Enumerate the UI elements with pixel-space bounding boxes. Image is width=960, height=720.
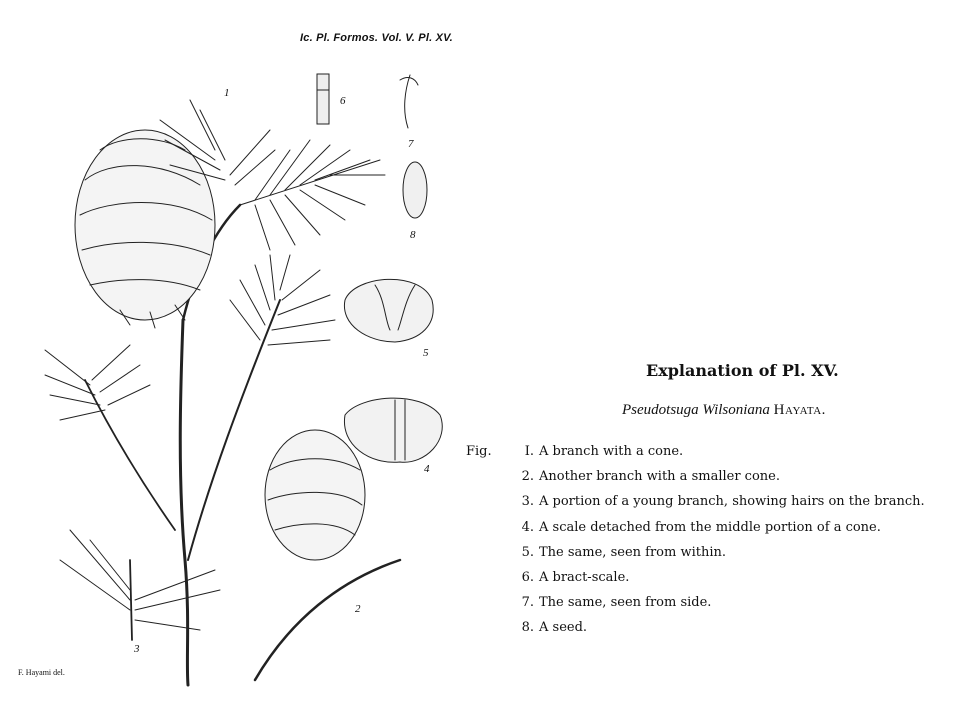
fig1-main-stem: [180, 320, 188, 685]
figure-number-8: 8: [410, 229, 416, 241]
legend-text: The same, seen from within.: [539, 544, 726, 560]
legend-text: Another branch with a smaller cone.: [539, 469, 780, 485]
fig3-young-branch: [45, 345, 220, 640]
legend-text: A seed.: [539, 620, 588, 636]
fig8-seed: [403, 162, 427, 218]
legend-num: 2.: [521, 469, 534, 485]
legend-num: 4.: [521, 519, 534, 535]
legend-row: [466, 620, 956, 645]
legend-row: [466, 469, 956, 494]
species-author: Hayata.: [773, 402, 826, 418]
figure-number-7: 7: [408, 138, 414, 150]
plate-header: Ic. Pl. Formos. Vol. V. Pl. XV.: [300, 32, 453, 44]
legend-text: A bract-scale.: [539, 569, 630, 585]
fig7-bract-side: [400, 75, 418, 128]
legend-row: [466, 545, 956, 570]
legend-row: [466, 520, 956, 545]
legend-row: [466, 570, 956, 595]
fig5-scale: [344, 279, 433, 342]
figure-number-2: 2: [355, 603, 361, 615]
legend-num: 3.: [521, 494, 534, 510]
legend-text: A portion of a young branch, showing hairs on the branch.: [539, 494, 925, 510]
legend-text: A scale detached from the middle portion of a cone.: [539, 519, 881, 535]
species-latin: Pseudotsuga Wilsoniana: [622, 402, 770, 418]
legend-num: 8.: [521, 620, 534, 636]
artist-credit: F. Hayami del.: [18, 668, 65, 677]
explanation-title: Explanation of Pl. XV.: [646, 361, 839, 380]
legend-text: A branch with a cone.: [539, 444, 684, 459]
figure-number-4: 4: [424, 463, 430, 475]
fig-label: Fig.: [466, 444, 492, 459]
legend-row: [466, 595, 956, 620]
fig4-scale: [344, 398, 442, 462]
species-name: [622, 402, 826, 419]
legend-row: [466, 494, 956, 519]
legend-num: I.: [524, 444, 534, 459]
fig1-cone: [75, 130, 215, 328]
legend-text: The same, seen from side.: [539, 595, 712, 611]
figure-number-3: 3: [134, 643, 140, 655]
figure-legend: [466, 444, 956, 646]
figure-number-5: 5: [423, 347, 429, 359]
legend-row: [466, 444, 956, 469]
figure-number-1: 1: [224, 87, 230, 99]
legend-num: 7.: [521, 595, 534, 611]
botanical-illustration: [0, 0, 470, 700]
fig6-bract-scale: [317, 74, 329, 124]
figure-number-6: 6: [340, 95, 346, 107]
legend-num: 5.: [521, 544, 534, 560]
legend-num: 6.: [521, 569, 534, 585]
